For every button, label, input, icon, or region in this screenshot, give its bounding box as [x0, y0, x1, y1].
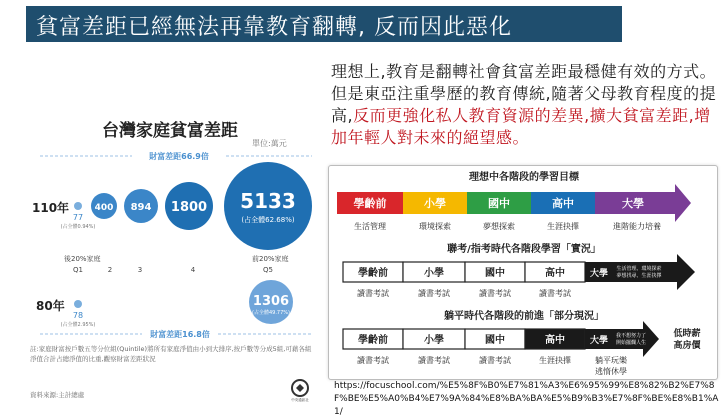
section1-goal-1: 生活管理 — [354, 222, 386, 231]
note-80-q1: (占全體2.95%) — [60, 322, 96, 328]
year-80-label: 80年 — [36, 299, 65, 313]
section3-label-junior-high: 國中 — [485, 335, 505, 346]
section2-label-preschool: 學齡前 — [358, 268, 388, 279]
value-110-q2: 400 — [94, 203, 114, 213]
section3-university-note-2: 開始擺爛人生 — [615, 340, 647, 346]
section2-reality-2: 讀書考試 — [418, 289, 450, 298]
section1-label-preschool: 學齡前 — [353, 197, 387, 210]
value-110-q1: 77 — [72, 213, 84, 222]
section3-outcome-1: 低時薪 — [673, 329, 701, 339]
section3-title: 躺平時代各階段的前進「部分現況」 — [444, 311, 604, 322]
section2-reality-3: 讀書考試 — [479, 289, 511, 298]
axis-high-label: 前20%家庭 — [252, 255, 289, 263]
paragraph-highlight: 反而更強化私人教育資源的差異,擴大貧富差距,增加年輕人對未來的絕望感。 — [331, 106, 711, 147]
axis-low-label: 後20%家庭 — [64, 255, 101, 263]
section2-reality-4: 讀書考試 — [539, 289, 571, 298]
value-80-q1: 78 — [72, 311, 84, 320]
section3-reality-2: 讀書考試 — [418, 356, 450, 365]
section1-label-junior-high: 國中 — [488, 197, 510, 210]
paragraph-text: 理想上,教育是翻轉社會貧富差距最穩健有效的方式。但是東亞注重學歷的教育傳統,隨著父母教育程度的提高, — [331, 62, 717, 125]
section3-reality-4: 生涯抉擇 — [539, 356, 571, 365]
learning-stages-diagram — [328, 165, 718, 380]
section1-goal-3: 夢想探索 — [483, 222, 515, 231]
body-paragraph — [331, 61, 726, 149]
slide-title-bar — [0, 0, 728, 46]
section1-label-university: 大學 — [622, 197, 644, 210]
section2-reality-1: 讀書考試 — [357, 289, 389, 298]
value-110-q4: 1800 — [170, 200, 208, 215]
note-110-q1: (占全體0.94%) — [60, 224, 96, 230]
axis-tick-3: 3 — [137, 266, 143, 274]
section1-label-elementary: 小學 — [424, 197, 446, 210]
section2-label-senior-high: 高中 — [545, 268, 565, 279]
section3-reality-5a: 躺平玩樂 — [595, 356, 627, 365]
axis-tick-q5: Q5 — [263, 266, 273, 274]
section3-label-senior-high: 高中 — [545, 335, 565, 346]
section3-outcome-2: 高房價 — [673, 341, 701, 351]
infographic-unit: 單位:萬元 — [252, 139, 287, 148]
section3-reality-5b: 逃惰休學 — [595, 367, 627, 376]
bubble-80-q1 — [74, 300, 82, 308]
cna-logo-icon — [288, 378, 312, 402]
axis-tick-q1: Q1 — [73, 266, 83, 274]
value-110-q5: 5133 — [240, 189, 296, 213]
section2-university-note-1: 生活管理、環境探索 — [616, 266, 662, 272]
section1-title: 理想中各階段的學習目標 — [469, 172, 579, 183]
value-110-q3: 894 — [130, 202, 152, 213]
cna-logo-text: 中央通訊社 — [291, 398, 309, 402]
slide-title: 貧富差距已經無法再靠教育翻轉, 反而因此惡化 — [36, 15, 512, 40]
section3-reality-3: 讀書考試 — [479, 356, 511, 365]
section3-university-note-1: 我不想努力了 — [615, 333, 647, 339]
value-80-q5: 1306 — [252, 294, 290, 309]
section2-university-note-2: 夢想找尋、生涯抉擇 — [616, 273, 662, 279]
section1-goal-5: 進階能力培養 — [613, 222, 661, 231]
section2-label-elementary: 小學 — [424, 268, 444, 279]
infographic-title: 台灣家庭貧富差距 — [102, 121, 238, 141]
section1-label-senior-high: 高中 — [552, 197, 574, 210]
section2-label-junior-high: 國中 — [485, 268, 505, 279]
infographic-note: 註:家庭財富按戶數五等分位組(Quintile)將所有家庭淨值由小到大排序,按戶數等分成5組,可藉各組淨值合計占總淨值的比重,觀察財富差距狀況 — [30, 345, 312, 363]
section2-title: 聯考/指考時代各階段學習「實況」 — [447, 244, 601, 255]
section1-goal-4: 生涯抉擇 — [547, 222, 579, 231]
section3-reality-1: 讀書考試 — [357, 356, 389, 365]
axis-tick-2: 2 — [107, 266, 113, 274]
wealth-gap-infographic — [26, 98, 320, 404]
section3-label-elementary: 小學 — [424, 335, 444, 346]
section3-label-university: 大學 — [589, 336, 609, 346]
section1-goal-2: 環境探索 — [419, 222, 451, 231]
axis-tick-4: 4 — [190, 266, 196, 274]
note-110-q5: (占全體62.68%) — [241, 216, 295, 224]
note-80-q5: (占全體49.77%) — [252, 310, 290, 316]
year-110-label: 110年 — [32, 201, 70, 215]
gap-80-label: 財富差距16.8倍 — [150, 330, 210, 339]
infographic-source: 資料來源:主計總處 — [30, 391, 85, 399]
gap-110-label: 財富差距66.9倍 — [149, 152, 209, 161]
section3-label-preschool: 學齡前 — [358, 335, 388, 346]
bubble-110-q1 — [74, 202, 82, 210]
source-url[interactable]: https://focuschool.com/%E5%8F%B0%E7%81%A3%E6%95%99%E8%82%B2%E7%8F%BE%E5%A0%B4%E7%9A%84%E8%BA%BA%E5%B9%B3%E7%8F%BE%E8%B1%A1/ — [334, 381, 719, 417]
learning-stages-graphic — [329, 166, 719, 381]
section2-label-university: 大學 — [589, 269, 609, 279]
